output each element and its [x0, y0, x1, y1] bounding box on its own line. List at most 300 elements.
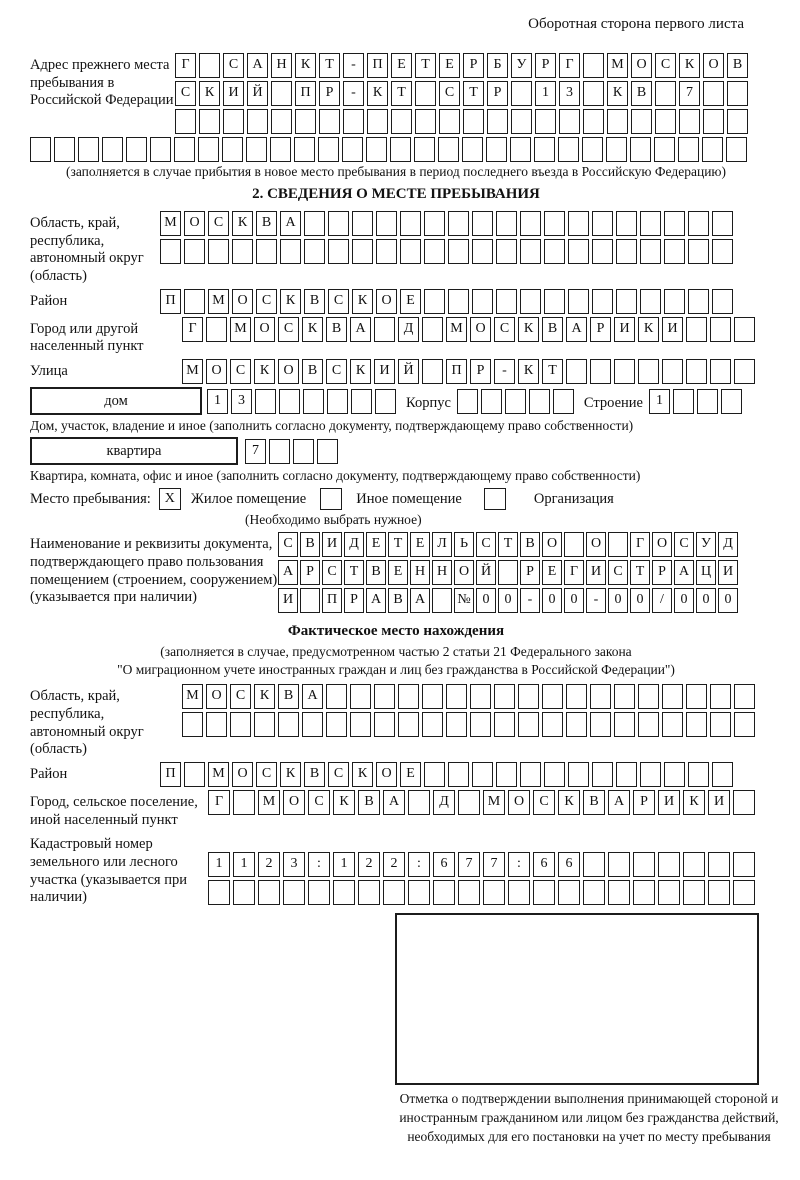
char-cell[interactable] [518, 684, 539, 709]
char-cell[interactable]: Р [300, 560, 320, 585]
char-cell[interactable]: - [343, 53, 364, 78]
char-cell[interactable]: О [703, 53, 724, 78]
char-cell[interactable] [184, 289, 205, 314]
char-cell[interactable] [673, 389, 694, 414]
char-cell[interactable]: К [199, 81, 220, 106]
actual-region-row1[interactable] [182, 684, 755, 709]
char-cell[interactable]: 2 [383, 852, 405, 877]
char-cell[interactable] [199, 53, 220, 78]
char-cell[interactable] [328, 239, 349, 264]
char-cell[interactable]: Р [652, 560, 672, 585]
char-cell[interactable] [712, 762, 733, 787]
char-cell[interactable] [614, 684, 635, 709]
char-cell[interactable] [498, 560, 518, 585]
char-cell[interactable]: К [638, 317, 659, 342]
char-cell[interactable]: Е [410, 532, 430, 557]
char-cell[interactable] [424, 289, 445, 314]
char-cell[interactable]: П [160, 289, 181, 314]
char-cell[interactable]: 1 [535, 81, 556, 106]
char-cell[interactable] [174, 137, 195, 162]
char-cell[interactable]: П [160, 762, 181, 787]
char-cell[interactable] [633, 852, 655, 877]
char-cell[interactable]: И [374, 359, 395, 384]
char-cell[interactable] [564, 532, 584, 557]
char-cell[interactable] [710, 712, 731, 737]
char-cell[interactable]: Т [391, 81, 412, 106]
char-cell[interactable] [408, 790, 430, 815]
char-cell[interactable] [697, 389, 718, 414]
char-cell[interactable]: К [280, 762, 301, 787]
char-cell[interactable]: В [520, 532, 540, 557]
char-cell[interactable] [446, 712, 467, 737]
char-cell[interactable] [678, 137, 699, 162]
char-cell[interactable]: 6 [533, 852, 555, 877]
char-cell[interactable]: С [476, 532, 496, 557]
prev-address-row3[interactable] [175, 109, 748, 134]
char-cell[interactable] [566, 359, 587, 384]
char-cell[interactable]: : [408, 852, 430, 877]
char-cell[interactable] [414, 137, 435, 162]
char-cell[interactable] [592, 289, 613, 314]
char-cell[interactable] [184, 239, 205, 264]
char-cell[interactable] [592, 762, 613, 787]
char-cell[interactable] [614, 712, 635, 737]
char-cell[interactable]: Т [542, 359, 563, 384]
char-cell[interactable] [326, 684, 347, 709]
char-cell[interactable]: О [206, 359, 227, 384]
char-cell[interactable] [712, 289, 733, 314]
char-cell[interactable] [686, 712, 707, 737]
char-cell[interactable]: Р [463, 53, 484, 78]
char-cell[interactable] [472, 239, 493, 264]
char-cell[interactable] [688, 762, 709, 787]
char-cell[interactable]: К [352, 289, 373, 314]
char-cell[interactable] [199, 109, 220, 134]
char-cell[interactable] [566, 684, 587, 709]
char-cell[interactable]: Б [487, 53, 508, 78]
char-cell[interactable] [511, 81, 532, 106]
char-cell[interactable] [279, 389, 300, 414]
char-cell[interactable]: М [182, 359, 203, 384]
char-cell[interactable] [390, 137, 411, 162]
char-cell[interactable] [544, 239, 565, 264]
char-cell[interactable]: Е [400, 762, 421, 787]
city-cells[interactable] [182, 317, 755, 342]
char-cell[interactable] [640, 211, 661, 236]
char-cell[interactable]: В [388, 588, 408, 613]
actual-region-row2[interactable] [182, 712, 755, 737]
char-cell[interactable] [486, 137, 507, 162]
char-cell[interactable]: С [208, 211, 229, 236]
char-cell[interactable]: 1 [649, 389, 670, 414]
char-cell[interactable]: К [518, 317, 539, 342]
char-cell[interactable] [283, 880, 305, 905]
char-cell[interactable] [631, 109, 652, 134]
char-cell[interactable]: В [304, 289, 325, 314]
char-cell[interactable]: К [302, 317, 323, 342]
char-cell[interactable]: С [328, 289, 349, 314]
char-cell[interactable] [583, 109, 604, 134]
char-cell[interactable] [383, 880, 405, 905]
char-cell[interactable]: В [358, 790, 380, 815]
char-cell[interactable]: 2 [358, 852, 380, 877]
char-cell[interactable] [458, 790, 480, 815]
char-cell[interactable]: 7 [679, 81, 700, 106]
char-cell[interactable]: Р [319, 81, 340, 106]
char-cell[interactable] [351, 389, 372, 414]
char-cell[interactable]: Т [463, 81, 484, 106]
char-cell[interactable]: И [658, 790, 680, 815]
char-cell[interactable]: А [280, 211, 301, 236]
char-cell[interactable] [533, 880, 555, 905]
char-cell[interactable] [233, 790, 255, 815]
char-cell[interactable]: В [326, 317, 347, 342]
char-cell[interactable]: Н [432, 560, 452, 585]
char-cell[interactable] [638, 712, 659, 737]
char-cell[interactable]: А [366, 588, 386, 613]
char-cell[interactable]: С [223, 53, 244, 78]
char-cell[interactable] [679, 109, 700, 134]
char-cell[interactable] [270, 137, 291, 162]
char-cell[interactable]: Р [520, 560, 540, 585]
char-cell[interactable] [664, 289, 685, 314]
char-cell[interactable]: К [333, 790, 355, 815]
char-cell[interactable] [278, 712, 299, 737]
char-cell[interactable] [269, 439, 290, 464]
char-cell[interactable] [208, 880, 230, 905]
char-cell[interactable] [608, 532, 628, 557]
char-cell[interactable] [733, 852, 755, 877]
char-cell[interactable] [496, 239, 517, 264]
char-cell[interactable]: Ц [696, 560, 716, 585]
char-cell[interactable]: В [366, 560, 386, 585]
char-cell[interactable]: К [254, 684, 275, 709]
char-cell[interactable] [712, 211, 733, 236]
char-cell[interactable] [688, 239, 709, 264]
char-cell[interactable] [638, 359, 659, 384]
char-cell[interactable] [608, 852, 630, 877]
char-cell[interactable]: № [454, 588, 474, 613]
char-cell[interactable] [280, 239, 301, 264]
char-cell[interactable] [710, 317, 731, 342]
char-cell[interactable] [374, 684, 395, 709]
char-cell[interactable]: К [367, 81, 388, 106]
char-cell[interactable] [520, 762, 541, 787]
char-cell[interactable]: Т [415, 53, 436, 78]
char-cell[interactable] [640, 762, 661, 787]
char-cell[interactable] [703, 81, 724, 106]
char-cell[interactable] [529, 389, 550, 414]
char-cell[interactable]: С [230, 359, 251, 384]
char-cell[interactable] [733, 790, 755, 815]
char-cell[interactable]: Е [542, 560, 562, 585]
char-cell[interactable]: С [256, 762, 277, 787]
char-cell[interactable]: 6 [433, 852, 455, 877]
char-cell[interactable]: В [727, 53, 748, 78]
char-cell[interactable] [592, 211, 613, 236]
char-cell[interactable] [505, 389, 526, 414]
char-cell[interactable]: Р [535, 53, 556, 78]
char-cell[interactable]: Г [559, 53, 580, 78]
char-cell[interactable]: 7 [458, 852, 480, 877]
char-cell[interactable]: К [232, 211, 253, 236]
char-cell[interactable] [568, 762, 589, 787]
char-cell[interactable] [254, 712, 275, 737]
char-cell[interactable] [582, 137, 603, 162]
char-cell[interactable] [432, 588, 452, 613]
char-cell[interactable]: В [256, 211, 277, 236]
char-cell[interactable]: Д [344, 532, 364, 557]
char-cell[interactable]: О [470, 317, 491, 342]
char-cell[interactable]: С [439, 81, 460, 106]
char-cell[interactable] [508, 880, 530, 905]
char-cell[interactable] [542, 712, 563, 737]
char-cell[interactable] [327, 389, 348, 414]
char-cell[interactable] [688, 289, 709, 314]
char-cell[interactable] [616, 211, 637, 236]
char-cell[interactable] [481, 389, 502, 414]
char-cell[interactable] [559, 109, 580, 134]
char-cell[interactable] [608, 880, 630, 905]
char-cell[interactable] [398, 712, 419, 737]
char-cell[interactable] [326, 712, 347, 737]
char-cell[interactable] [686, 317, 707, 342]
char-cell[interactable]: : [508, 852, 530, 877]
house-type-box[interactable]: дом [30, 387, 202, 415]
char-cell[interactable] [232, 239, 253, 264]
char-cell[interactable]: К [607, 81, 628, 106]
char-cell[interactable]: С [328, 762, 349, 787]
char-cell[interactable] [271, 81, 292, 106]
char-cell[interactable]: - [343, 81, 364, 106]
prev-address-row2[interactable] [175, 81, 748, 106]
char-cell[interactable]: У [511, 53, 532, 78]
char-cell[interactable]: 7 [483, 852, 505, 877]
char-cell[interactable]: Г [564, 560, 584, 585]
char-cell[interactable] [734, 684, 755, 709]
char-cell[interactable] [422, 712, 443, 737]
char-cell[interactable]: М [160, 211, 181, 236]
char-cell[interactable] [415, 109, 436, 134]
char-cell[interactable] [662, 359, 683, 384]
char-cell[interactable]: Т [344, 560, 364, 585]
char-cell[interactable] [630, 137, 651, 162]
char-cell[interactable] [590, 684, 611, 709]
char-cell[interactable]: П [295, 81, 316, 106]
korpus-cells[interactable] [457, 389, 574, 414]
document-row1[interactable] [278, 532, 738, 557]
char-cell[interactable] [640, 239, 661, 264]
char-cell[interactable] [424, 239, 445, 264]
char-cell[interactable] [590, 712, 611, 737]
char-cell[interactable] [726, 137, 747, 162]
char-cell[interactable] [633, 880, 655, 905]
char-cell[interactable] [708, 852, 730, 877]
cadastral-row2[interactable] [208, 880, 755, 905]
char-cell[interactable]: С [655, 53, 676, 78]
char-cell[interactable] [150, 137, 171, 162]
char-cell[interactable] [342, 137, 363, 162]
char-cell[interactable]: Р [470, 359, 491, 384]
char-cell[interactable] [255, 389, 276, 414]
char-cell[interactable] [376, 211, 397, 236]
char-cell[interactable]: Й [398, 359, 419, 384]
char-cell[interactable] [256, 239, 277, 264]
char-cell[interactable] [352, 239, 373, 264]
char-cell[interactable]: К [558, 790, 580, 815]
char-cell[interactable] [206, 712, 227, 737]
char-cell[interactable]: М [208, 762, 229, 787]
char-cell[interactable] [583, 880, 605, 905]
char-cell[interactable]: - [520, 588, 540, 613]
char-cell[interactable]: К [295, 53, 316, 78]
char-cell[interactable] [511, 109, 532, 134]
char-cell[interactable] [520, 239, 541, 264]
char-cell[interactable] [520, 211, 541, 236]
char-cell[interactable]: Н [271, 53, 292, 78]
char-cell[interactable]: / [652, 588, 672, 613]
char-cell[interactable]: И [718, 560, 738, 585]
char-cell[interactable] [376, 239, 397, 264]
char-cell[interactable]: 1 [207, 389, 228, 414]
char-cell[interactable]: В [278, 684, 299, 709]
char-cell[interactable]: 3 [283, 852, 305, 877]
char-cell[interactable] [184, 762, 205, 787]
char-cell[interactable]: 0 [476, 588, 496, 613]
char-cell[interactable] [391, 109, 412, 134]
char-cell[interactable] [470, 684, 491, 709]
char-cell[interactable] [303, 389, 324, 414]
char-cell[interactable] [358, 880, 380, 905]
char-cell[interactable]: В [302, 359, 323, 384]
char-cell[interactable] [422, 359, 443, 384]
char-cell[interactable]: П [446, 359, 467, 384]
char-cell[interactable]: С [494, 317, 515, 342]
char-cell[interactable]: О [206, 684, 227, 709]
char-cell[interactable]: И [614, 317, 635, 342]
char-cell[interactable] [400, 211, 421, 236]
char-cell[interactable]: 1 [233, 852, 255, 877]
char-cell[interactable] [302, 712, 323, 737]
char-cell[interactable]: О [232, 762, 253, 787]
char-cell[interactable]: О [283, 790, 305, 815]
char-cell[interactable]: А [278, 560, 298, 585]
char-cell[interactable]: Й [476, 560, 496, 585]
char-cell[interactable] [439, 109, 460, 134]
char-cell[interactable]: М [182, 684, 203, 709]
char-cell[interactable]: П [322, 588, 342, 613]
char-cell[interactable]: О [454, 560, 474, 585]
actual-district-cells[interactable] [160, 762, 733, 787]
char-cell[interactable] [592, 239, 613, 264]
char-cell[interactable] [438, 137, 459, 162]
char-cell[interactable]: 0 [696, 588, 716, 613]
char-cell[interactable] [655, 81, 676, 106]
char-cell[interactable]: 7 [245, 439, 266, 464]
char-cell[interactable] [350, 712, 371, 737]
char-cell[interactable] [662, 712, 683, 737]
char-cell[interactable] [734, 712, 755, 737]
document-row2[interactable] [278, 560, 738, 585]
char-cell[interactable]: 1 [333, 852, 355, 877]
char-cell[interactable]: С [256, 289, 277, 314]
char-cell[interactable] [510, 137, 531, 162]
char-cell[interactable]: 0 [608, 588, 628, 613]
char-cell[interactable]: Д [398, 317, 419, 342]
char-cell[interactable]: 0 [542, 588, 562, 613]
char-cell[interactable]: А [383, 790, 405, 815]
char-cell[interactable]: Е [391, 53, 412, 78]
char-cell[interactable] [319, 109, 340, 134]
char-cell[interactable] [535, 109, 556, 134]
char-cell[interactable]: С [230, 684, 251, 709]
char-cell[interactable] [518, 712, 539, 737]
char-cell[interactable] [583, 81, 604, 106]
document-row3[interactable] [278, 588, 738, 613]
char-cell[interactable] [271, 109, 292, 134]
char-cell[interactable] [308, 880, 330, 905]
char-cell[interactable] [520, 289, 541, 314]
char-cell[interactable]: О [652, 532, 672, 557]
char-cell[interactable] [494, 712, 515, 737]
char-cell[interactable]: К [679, 53, 700, 78]
char-cell[interactable] [398, 684, 419, 709]
char-cell[interactable] [258, 880, 280, 905]
char-cell[interactable]: 1 [208, 852, 230, 877]
char-cell[interactable]: 6 [558, 852, 580, 877]
char-cell[interactable]: К [280, 289, 301, 314]
char-cell[interactable] [247, 109, 268, 134]
char-cell[interactable]: О [232, 289, 253, 314]
char-cell[interactable] [616, 762, 637, 787]
char-cell[interactable] [583, 53, 604, 78]
street-cells[interactable] [182, 359, 755, 384]
char-cell[interactable] [496, 762, 517, 787]
char-cell[interactable] [568, 239, 589, 264]
char-cell[interactable] [422, 317, 443, 342]
char-cell[interactable] [734, 359, 755, 384]
char-cell[interactable]: Й [247, 81, 268, 106]
char-cell[interactable] [553, 389, 574, 414]
district-cells[interactable] [160, 289, 733, 314]
char-cell[interactable]: М [230, 317, 251, 342]
char-cell[interactable] [616, 239, 637, 264]
char-cell[interactable]: Р [590, 317, 611, 342]
char-cell[interactable] [304, 211, 325, 236]
char-cell[interactable] [658, 852, 680, 877]
char-cell[interactable] [424, 762, 445, 787]
char-cell[interactable]: И [223, 81, 244, 106]
char-cell[interactable] [702, 137, 723, 162]
char-cell[interactable] [400, 239, 421, 264]
char-cell[interactable]: О [586, 532, 606, 557]
char-cell[interactable] [458, 880, 480, 905]
char-cell[interactable] [470, 712, 491, 737]
char-cell[interactable] [374, 712, 395, 737]
char-cell[interactable] [658, 880, 680, 905]
char-cell[interactable]: С [308, 790, 330, 815]
char-cell[interactable] [558, 880, 580, 905]
region-row1[interactable] [160, 211, 733, 236]
char-cell[interactable]: О [278, 359, 299, 384]
char-cell[interactable] [487, 109, 508, 134]
char-cell[interactable] [472, 211, 493, 236]
char-cell[interactable] [206, 317, 227, 342]
char-cell[interactable]: И [586, 560, 606, 585]
char-cell[interactable]: 0 [630, 588, 650, 613]
char-cell[interactable]: А [608, 790, 630, 815]
char-cell[interactable]: М [607, 53, 628, 78]
